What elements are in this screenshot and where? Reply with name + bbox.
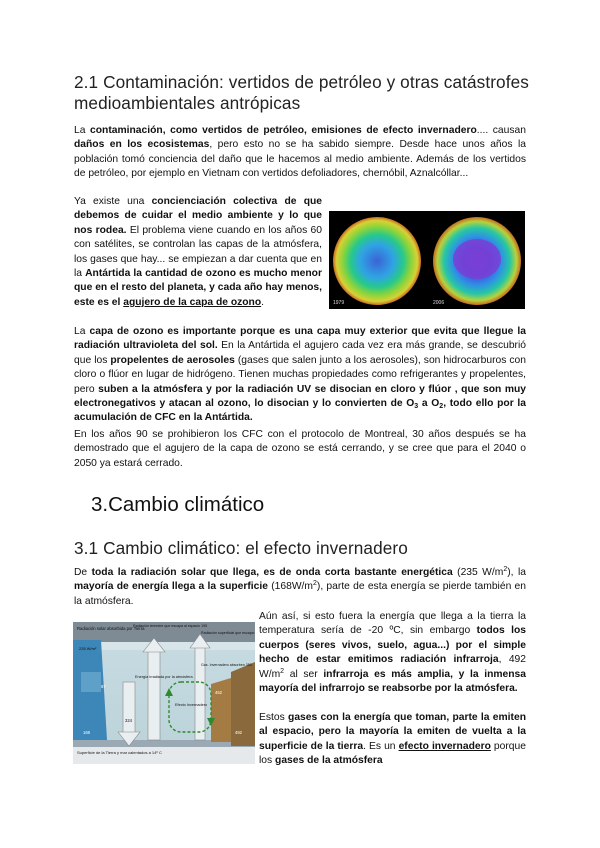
- paragraph-ozone-awareness: Ya existe una concienciación colectiva de que debemos de cuidar el medio ambiente y lo que nos rodea. El problema viene cuando en los años 60 con satélites, se controlan las capas de la atmósfera, los gases que hay... se empiezan a dar cuenta que en la Antártida la cantidad de ozono es mucho menor que en el resto del planeta, y cada año hay menos, este es el agujero de la capa de ozono.: [74, 196, 322, 308]
- diagram-label-surface: Radiación superficial que escapa: 40: [201, 631, 255, 635]
- diagram-value-168: 168: [83, 730, 90, 735]
- diagram-label-irradiated: Energía irradiada por la atmósfera: [135, 675, 193, 679]
- ozone-label-2006: 2006: [433, 300, 445, 306]
- greenhouse-diagram-svg: [73, 622, 255, 764]
- diagram-label-solar-value: 235 W/m²: [79, 646, 97, 651]
- paragraph-infrared: Aún así, si esto fuera la energía que llega a la tierra la temperatura sería de -20 ºC, sin embargo todos los cuerpos (seres vivos, suelo, agua...) por el simple hecho de estar emitimos radiación infrarroja, 492 $W/m^2$ al ser infrarroja es más amplia, y la inmensa mayoría del infrarrojo se reabsorbe por la atmósfera.: [259, 611, 526, 695]
- ozone-hole-svg: [329, 211, 525, 309]
- ozone-label-1979: 1979: [333, 300, 345, 306]
- greenhouse-diagram: [73, 622, 255, 764]
- ozone-globe-1979: [333, 217, 421, 305]
- diagram-value-67: 67: [101, 684, 106, 689]
- paragraph-ozone-layer: La capa de ozono es importante porque es una capa muy exterior que evita que llegue la radiación ultravioleta del sol. En la Antártida el agujero cada vez era más grande, se descubrió que los propelentes de aerosoles (gases que salen junto a los aerosoles), son hidrocarburos con cloro o flúor en lugar de hidrógeno. Tienen muchas propiedades como refrigerantes y propelentes, pero suben a la atmósfera y por la radiación UV se disocian en cloro y flúor , que son muy electronegativos y atacan al ozono, lo disocian y lo convierten de $O_3$ a $O_2$, todo ello por la acumulación de CFC en la Antártida.: [74, 326, 526, 424]
- paragraph-solar-radiation: De toda la radiación solar que llega, es de onda corta bastante energética (235 $W/m^2$), la mayoría de energía llega a la superficie $(168W/m^2)$, parte de esta energía se pierde también en la atmósfera.: [74, 566, 526, 607]
- ozone-hole-image: [329, 211, 525, 309]
- diagram-label-gases: Gas. Invernadero absorben 350: [201, 663, 252, 667]
- diagram-value-452: 452: [215, 690, 222, 695]
- diagram-value-492: 492: [235, 730, 242, 735]
- diagram-label-solar: Radiación solar absorbida por Tierra: [77, 626, 145, 631]
- section-3-heading: 3.Cambio climático: [91, 493, 265, 516]
- paragraph-contamination: La contaminación, como vertidos de petróleo, emisiones de efecto invernadero.... causan daños en los ecosistemas, pero esto no se ha sabido siempre. Desde hace unos años la población tomó conciencia del daño que le hacemos al medio ambiente. Además de los vertidos de petróleo, por ejemplo en Vietnam con vertidos defoliadores, chernóbil, Aznalcóllar...: [74, 125, 526, 180]
- paragraph-greenhouse-gases: Estos gases con la energía que toman, parte la emiten al espacio, pero la mayoría la emiten de vuelta a la superficie de la tierra. Es un efecto invernadero porque los gases de la atmósfera: [259, 712, 526, 767]
- section-3-1-heading: 3.1 Cambio climático: el efecto invernadero: [74, 538, 408, 558]
- diagram-label-terrestrial: Radiación terrestre que escapa al espacio 195: [133, 624, 208, 628]
- diagram-label-effect: Efecto Invernadero: [175, 703, 208, 707]
- paragraph-montreal: En los años 90 se prohibieron los CFC con el protocolo de Montreal, 30 años después se ha demostrado que el agujero de la capa de ozono se está cerrando, y se cree que para el 2040 o 2050 ya estará cerrado.: [74, 429, 526, 469]
- diagram-label-ground: Superficie de la Tierra y mar calentados a 14º C: [77, 750, 162, 755]
- diagram-value-324: 324: [125, 718, 132, 723]
- section-2-1-heading: 2.1 Contaminación: vertidos de petróleo y otras catástrofes medioambientales antrópicas: [74, 72, 529, 113]
